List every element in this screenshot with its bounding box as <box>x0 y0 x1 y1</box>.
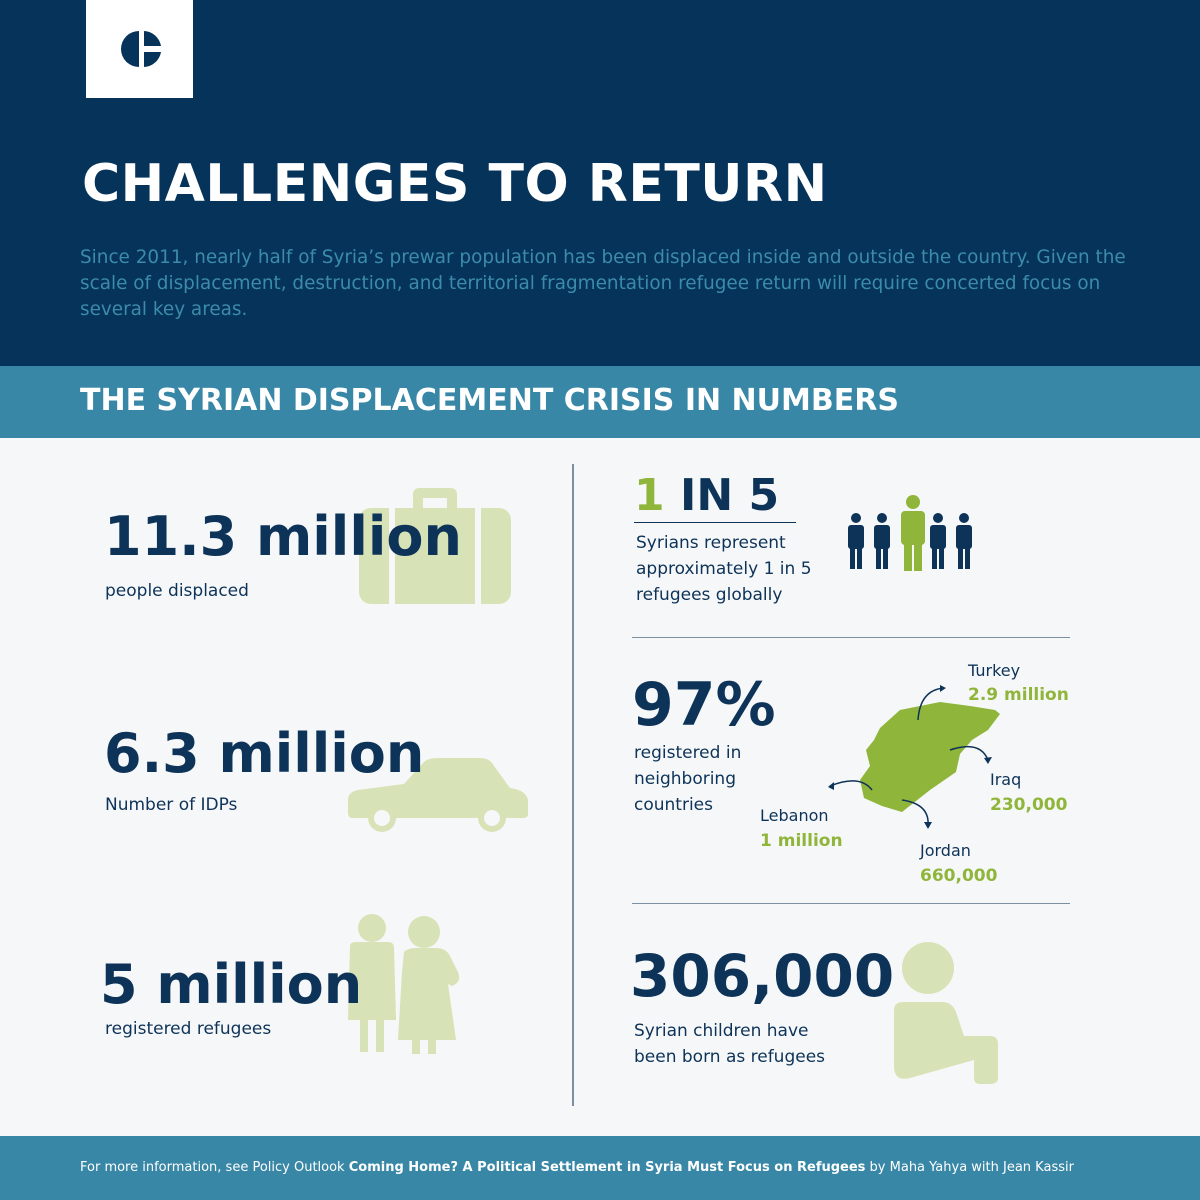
footer-text: For more information, see Policy Outlook Coming Home? A Political Settlement in Syria Must Focus on Refugees by Maha Yahya with Jean Kassir <box>80 1160 1074 1175</box>
people-row-icon <box>846 495 980 575</box>
page-title: CHALLENGES TO RETURN <box>82 154 828 214</box>
neighbors-caption: registered in neighboring countries <box>634 743 742 815</box>
stat-refugees-value: 5 million <box>100 953 363 1016</box>
stat-idps-caption: Number of IDPs <box>105 795 238 815</box>
neighbors-value: 97% <box>632 670 776 740</box>
children-caption: Syrian children have been born as refugees <box>634 1021 826 1067</box>
ratio-highlight: 1 <box>634 470 665 521</box>
lebanon-value: 1 million <box>760 831 843 851</box>
stat-displaced-caption: people displaced <box>105 581 249 601</box>
ratio-rest: IN 5 <box>679 470 780 521</box>
child-icon <box>880 940 1000 1085</box>
lebanon-label: Lebanon <box>760 806 829 825</box>
row-divider-1 <box>632 637 1070 638</box>
section-title: THE SYRIAN DISPLACEMENT CRISIS IN NUMBERS <box>80 383 899 418</box>
iraq-label: Iraq <box>990 770 1022 789</box>
jordan-label: Jordan <box>920 841 971 860</box>
turkey-label: Turkey <box>968 661 1021 680</box>
ratio-underline <box>634 522 796 523</box>
stat-idps-value: 6.3 million <box>104 722 425 785</box>
footer-report-link[interactable]: Coming Home? A Political Settlement in Syria Must Focus on Refugees <box>348 1160 866 1175</box>
carnegie-logo-icon <box>86 0 193 98</box>
ratio-headline <box>634 470 779 521</box>
stat-refugees-caption: registered refugees <box>105 1019 272 1039</box>
children-value: 306,000 <box>630 942 895 1010</box>
turkey-value: 2.9 million <box>968 685 1069 705</box>
ratio-caption: Syrians represent approximately 1 in 5 refugees globally <box>636 533 812 605</box>
row-divider-2 <box>632 903 1070 904</box>
jordan-value: 660,000 <box>920 866 998 886</box>
stat-displaced-value: 11.3 million <box>104 505 462 568</box>
intro-text: Since 2011, nearly half of Syria’s prewar population has been displaced inside and outside the country. Given the scale of displacement, destruction, and territorial fragmentation refugee return will require concerted focus on several key areas. <box>80 247 1126 320</box>
logo <box>86 0 193 98</box>
column-divider <box>572 464 574 1106</box>
iraq-value: 230,000 <box>990 795 1068 815</box>
